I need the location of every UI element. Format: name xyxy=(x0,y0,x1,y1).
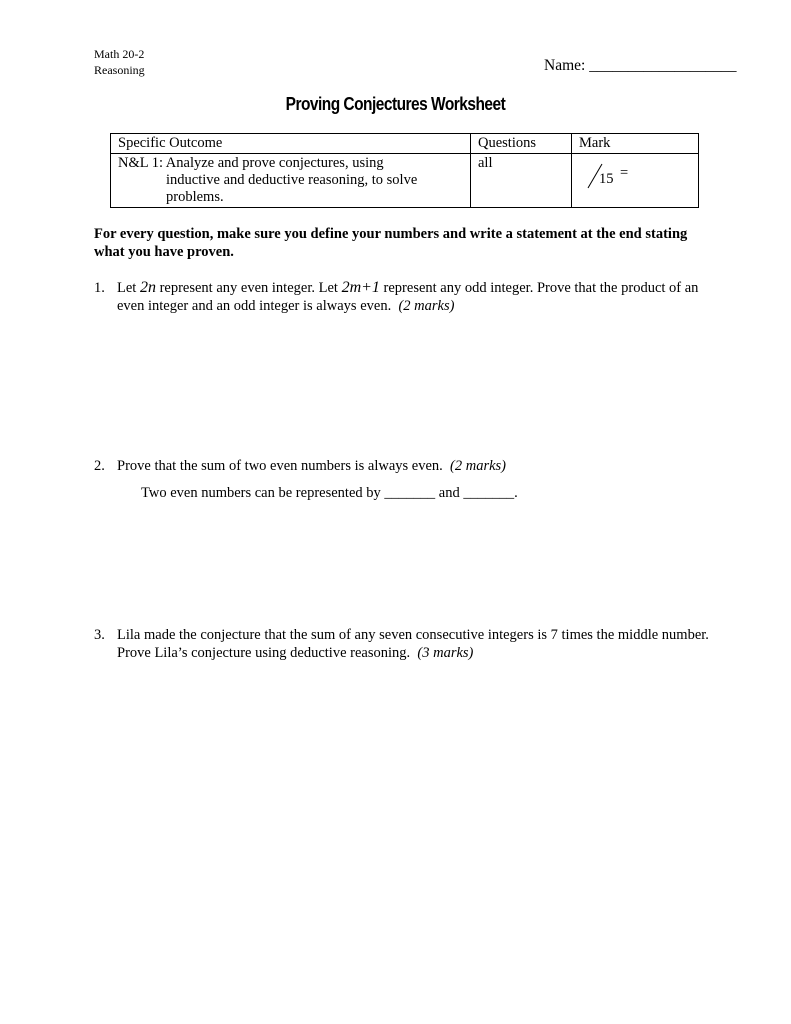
question-number: 3. xyxy=(94,627,105,643)
table-row xyxy=(111,154,699,208)
worksheet-title: Proving Conjectures Worksheet xyxy=(285,94,506,114)
questions-cell: all xyxy=(471,154,572,208)
question-text xyxy=(94,279,714,315)
question-text-part: Prove that the sum of two even numbers is always even. xyxy=(117,458,443,474)
mark-fraction xyxy=(584,156,634,190)
math-odd-integer: 2m+1 xyxy=(341,279,380,296)
question-text-part: Lila made the conjecture that the sum of any seven consecutive integers is 7 times the middle number. Prove Lila’s conjecture using deductive reasoning. xyxy=(117,627,709,661)
math-even-integer: 2n xyxy=(139,279,156,296)
question-text-part: Let xyxy=(117,280,140,296)
unit-name: Reasoning xyxy=(94,63,145,77)
outcome-line-2: inductive and deductive reasoning, to solve xyxy=(166,172,418,188)
course-header xyxy=(94,46,145,78)
question-3 xyxy=(94,626,714,662)
student-name-field[interactable] xyxy=(544,57,736,75)
question-marks: (2 marks) xyxy=(398,298,455,314)
question-text-part: represent any even integer. Let xyxy=(155,280,342,296)
name-label: Name: xyxy=(544,57,586,74)
question-text xyxy=(94,457,714,475)
question-marks: (3 marks) xyxy=(417,645,474,661)
question-number: 1. xyxy=(94,280,105,296)
outcome-line-1: N&L 1: Analyze and prove conjectures, using xyxy=(118,155,384,171)
table-header-row xyxy=(111,134,699,154)
header-specific-outcome: Specific Outcome xyxy=(111,134,471,154)
instructions: For every question, make sure you define your numbers and write a statement at the end stating what you have proven. xyxy=(94,226,688,260)
question-text xyxy=(94,626,714,662)
mark-equals: = xyxy=(620,165,629,181)
question-number: 2. xyxy=(94,458,105,474)
question-1 xyxy=(94,279,714,315)
outcome-line-3: problems. xyxy=(166,189,224,205)
outcome-table xyxy=(110,133,699,208)
header-mark: Mark xyxy=(572,134,699,154)
mark-cell xyxy=(572,154,699,208)
header-questions: Questions xyxy=(471,134,572,154)
question-subtext: Two even numbers can be represented by _______ and _______. xyxy=(141,485,518,501)
mark-total: 15 xyxy=(599,171,614,187)
course-name: Math 20-2 xyxy=(94,47,145,61)
name-blank[interactable]: ___________________ xyxy=(589,57,737,74)
question-text-part: represent any odd integer. Prove that the product of an even integer and an odd integer is always even. xyxy=(117,280,699,314)
question-marks: (2 marks) xyxy=(450,458,507,474)
outcome-description xyxy=(111,154,471,208)
question-2 xyxy=(94,457,714,502)
